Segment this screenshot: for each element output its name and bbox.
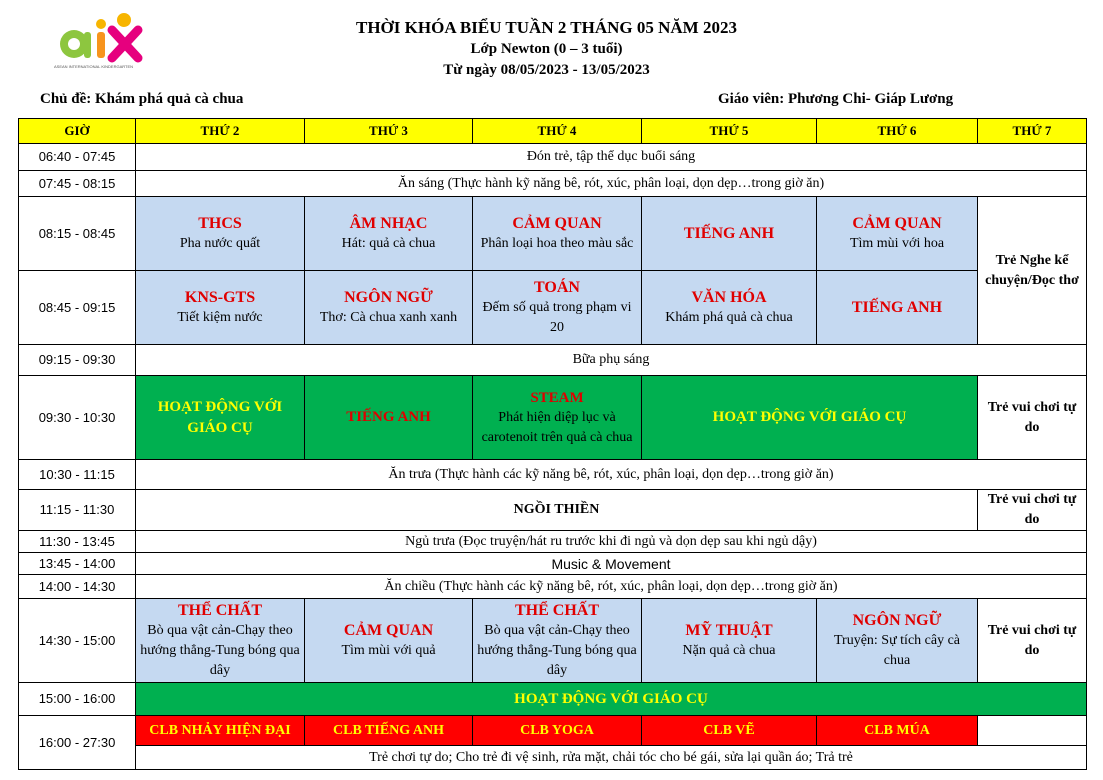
time-cell: 09:15 - 09:30 bbox=[19, 345, 136, 376]
time-cell: 11:15 - 11:30 bbox=[19, 490, 136, 531]
club-cell bbox=[817, 716, 978, 746]
col-header-time: GIỜ bbox=[19, 119, 136, 144]
table-row bbox=[19, 746, 1087, 770]
lesson-desc: Tiết kiệm nước bbox=[177, 309, 263, 325]
activity-cell bbox=[136, 376, 305, 460]
lesson-cell bbox=[817, 599, 978, 683]
activity-label: HOẠT ĐỘNG VỚI GIÁO CỤ bbox=[157, 398, 283, 436]
table-row bbox=[19, 197, 1087, 271]
table-row bbox=[19, 599, 1087, 683]
time-cell: 08:15 - 08:45 bbox=[19, 197, 136, 271]
time-cell: 09:30 - 10:30 bbox=[19, 376, 136, 460]
subject-label: MỸ THUẬT bbox=[685, 621, 773, 639]
lesson-cell bbox=[305, 197, 473, 271]
activity-label: HOẠT ĐỘNG VỚI GIÁO CỤ bbox=[712, 409, 907, 425]
subject-label: THỂ CHẤT bbox=[177, 601, 262, 619]
activity-cell: Bữa phụ sáng bbox=[136, 345, 1087, 376]
empty-cell bbox=[978, 716, 1087, 746]
lesson-cell bbox=[136, 599, 305, 683]
lesson-desc: Tìm mùi với quả bbox=[341, 642, 436, 658]
timetable bbox=[18, 118, 1087, 770]
activity-cell: Ăn chiều (Thực hành các kỹ năng bê, rót, xúc, phân loại, dọn dẹp…trong giờ ăn) bbox=[136, 575, 1087, 599]
club-label: CLB NHẢY HIỆN ĐẠI bbox=[149, 722, 291, 738]
club-cell bbox=[473, 716, 642, 746]
subject-label: THCS bbox=[198, 214, 242, 232]
lesson-desc: Tìm mùi với hoa bbox=[849, 235, 945, 251]
col-header-sat: THỨ 7 bbox=[978, 119, 1087, 144]
saturday-cell: Trẻ vui chơi tự do bbox=[978, 599, 1087, 683]
time-cell: 15:00 - 16:00 bbox=[19, 683, 136, 716]
subject-label: THỂ CHẤT bbox=[514, 601, 599, 619]
table-row bbox=[19, 144, 1087, 171]
lesson-cell bbox=[817, 197, 978, 271]
club-label: CLB MÚA bbox=[864, 722, 930, 738]
col-header-tue: THỨ 3 bbox=[305, 119, 473, 144]
club-cell bbox=[305, 716, 473, 746]
saturday-cell: Trẻ vui chơi tự do bbox=[978, 490, 1087, 531]
subject-label: STEAM bbox=[530, 389, 584, 406]
table-row bbox=[19, 460, 1087, 490]
lesson-cell bbox=[817, 271, 978, 345]
topic-label: Chủ đề: Khám phá quả cà chua bbox=[40, 91, 244, 107]
col-header-wed: THỨ 4 bbox=[473, 119, 642, 144]
club-label: CLB TIẾNG ANH bbox=[333, 722, 444, 738]
time-cell: 08:45 - 09:15 bbox=[19, 271, 136, 345]
table-row bbox=[19, 531, 1087, 553]
table-row bbox=[19, 345, 1087, 376]
table-row bbox=[19, 376, 1087, 460]
activity-cell bbox=[136, 490, 978, 531]
time-cell: 16:00 - 27:30 bbox=[19, 716, 136, 770]
lesson-cell bbox=[473, 197, 642, 271]
lesson-desc: Phân loại hoa theo màu sắc bbox=[480, 235, 634, 251]
saturday-cell: Trẻ Nghe kể chuyện/Đọc thơ bbox=[978, 197, 1087, 345]
lesson-cell bbox=[473, 271, 642, 345]
subject-label: ÂM NHẠC bbox=[349, 214, 428, 232]
subject-label: TIẾNG ANH bbox=[851, 298, 943, 316]
lesson-cell bbox=[642, 599, 817, 683]
time-cell: 06:40 - 07:45 bbox=[19, 144, 136, 171]
teacher-label: Giáo viên: Phương Chi- Giáp Lương bbox=[718, 91, 954, 107]
col-header-mon: THỨ 2 bbox=[136, 119, 305, 144]
page-title: THỜI KHÓA BIỂU TUẦN 2 THÁNG 05 NĂM 2023 bbox=[356, 18, 737, 37]
lesson-cell bbox=[642, 197, 817, 271]
activity-cell: Ăn trưa (Thực hành các kỹ năng bê, rót, xúc, phân loại, dọn dẹp…trong giờ ăn) bbox=[136, 460, 1087, 490]
subject-label: CẢM QUAN bbox=[852, 214, 942, 232]
header-row bbox=[19, 119, 1087, 144]
activity-cell: Đón trẻ, tập thể dục buổi sáng bbox=[136, 144, 1087, 171]
activity-cell bbox=[136, 683, 1087, 716]
activity-cell bbox=[305, 376, 473, 460]
table-row bbox=[19, 575, 1087, 599]
lesson-cell bbox=[473, 376, 642, 460]
activity-label: TIẾNG ANH bbox=[346, 409, 431, 425]
club-label: CLB VẼ bbox=[703, 722, 755, 738]
table-row bbox=[19, 271, 1087, 345]
table-row bbox=[19, 490, 1087, 531]
lesson-desc: Bò qua vật cản-Chạy theo hướng thẳng-Tung bóng qua dây bbox=[140, 622, 300, 678]
lesson-cell bbox=[136, 271, 305, 345]
subject-label: CẢM QUAN bbox=[512, 214, 602, 232]
time-cell: 07:45 - 08:15 bbox=[19, 171, 136, 197]
lesson-cell bbox=[305, 271, 473, 345]
class-name: Lớp Newton (0 – 3 tuổi) bbox=[470, 41, 623, 57]
lesson-cell bbox=[305, 599, 473, 683]
lesson-desc: Phát hiện diệp lục và carotenoit trên quả cà chua bbox=[481, 409, 633, 445]
time-cell: 14:00 - 14:30 bbox=[19, 575, 136, 599]
activity-cell: Ăn sáng (Thực hành kỹ năng bê, rót, xúc, phân loại, dọn dẹp…trong giờ ăn) bbox=[136, 171, 1087, 197]
table-row bbox=[19, 553, 1087, 575]
subject-label: CẢM QUAN bbox=[343, 621, 434, 639]
logo-subtext: ASEAN INTERNATIONAL KINDERGARTEN bbox=[54, 64, 134, 69]
subject-label: TOÁN bbox=[534, 278, 580, 296]
activity-cell: Trẻ chơi tự do; Cho trẻ đi vệ sinh, rửa mặt, chải tóc cho bé gái, sửa lại quần áo; Trả trẻ bbox=[136, 746, 1087, 770]
activity-label: HOẠT ĐỘNG VỚI GIÁO CỤ bbox=[514, 690, 708, 707]
saturday-cell: Trẻ vui chơi tự do bbox=[978, 376, 1087, 460]
subject-label: NGÔN NGỮ bbox=[852, 611, 942, 629]
lesson-desc: Khám phá quả cà chua bbox=[665, 309, 793, 325]
club-cell bbox=[642, 716, 817, 746]
time-cell: 11:30 - 13:45 bbox=[19, 531, 136, 553]
col-header-fri: THỨ 6 bbox=[817, 119, 978, 144]
lesson-desc: Thơ: Cà chua xanh xanh bbox=[319, 309, 458, 325]
activity-cell: Ngủ trưa (Đọc truyện/hát ru trước khi đi ngủ và dọn dẹp sau khi ngủ dậy) bbox=[136, 531, 1087, 553]
table-row bbox=[19, 716, 1087, 746]
activity-cell: Music & Movement bbox=[136, 553, 1087, 575]
lesson-cell bbox=[642, 271, 817, 345]
subject-label: NGÔN NGỮ bbox=[344, 288, 433, 306]
club-cell bbox=[136, 716, 305, 746]
lesson-desc: Hát: quả cà chua bbox=[341, 235, 436, 251]
club-label: CLB YOGA bbox=[520, 722, 594, 738]
time-cell: 14:30 - 15:00 bbox=[19, 599, 136, 683]
lesson-cell bbox=[473, 599, 642, 683]
lesson-desc: Nặn quả cà chua bbox=[682, 642, 776, 658]
subject-label: VĂN HÓA bbox=[691, 288, 767, 306]
lesson-desc: Pha nước quất bbox=[179, 235, 261, 251]
activity-cell bbox=[642, 376, 978, 460]
time-cell: 13:45 - 14:00 bbox=[19, 553, 136, 575]
col-header-thu: THỨ 5 bbox=[642, 119, 817, 144]
subject-label: TIẾNG ANH bbox=[683, 224, 775, 242]
time-cell: 10:30 - 11:15 bbox=[19, 460, 136, 490]
lesson-desc: Truyện: Sự tích cây cà chua bbox=[833, 632, 961, 668]
lesson-desc: Đếm số quả trong phạm vi 20 bbox=[482, 299, 632, 335]
table-row bbox=[19, 683, 1087, 716]
table-row bbox=[19, 171, 1087, 197]
subject-label: KNS-GTS bbox=[184, 288, 256, 306]
lesson-desc: Bò qua vật cản-Chạy theo hướng thẳng-Tung bóng qua dây bbox=[477, 622, 637, 678]
date-range: Từ ngày 08/05/2023 - 13/05/2023 bbox=[443, 62, 650, 78]
activity-label: NGỒI THIỀN bbox=[513, 502, 600, 517]
lesson-cell bbox=[136, 197, 305, 271]
